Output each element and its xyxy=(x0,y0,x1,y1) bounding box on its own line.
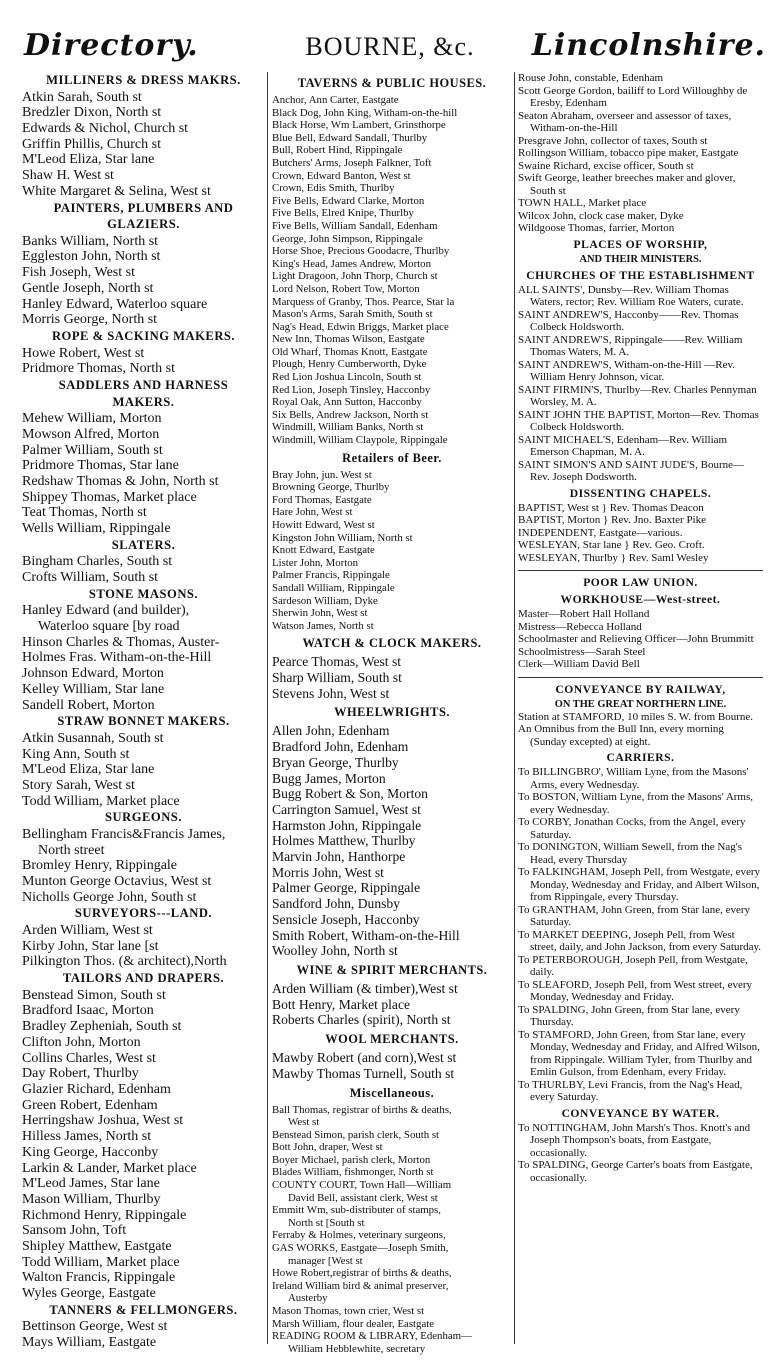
directory-entry: To NOTTINGHAM, John Marsh's Thos. Knott's and Joseph Thompson's boats, from Eastgate, occasionally. xyxy=(518,1121,751,1159)
directory-entry: Ford Thomas, Eastgate xyxy=(272,493,372,506)
directory-entry: INDEPENDENT, Eastgate—various. xyxy=(518,526,683,539)
directory-entry: Kingston John William, North st xyxy=(272,531,413,544)
directory-entry: SAINT JOHN THE BAPTIST, Morton—Rev. Thomas Colbeck Holdsworth. xyxy=(518,408,759,433)
directory-entry: Light Dragoon, John Thorp, Church st xyxy=(272,270,438,283)
section-rule xyxy=(518,570,763,571)
directory-entry: Todd William, Market place xyxy=(22,1254,180,1270)
section-heading: SURVEYORS---LAND. xyxy=(74,906,213,921)
directory-entry: Five Bells, Edward Clarke, Morton xyxy=(272,194,425,207)
directory-entry: Mason Thomas, town crier, West st xyxy=(272,1305,425,1318)
directory-entry: Edwards & Nichol, Church st xyxy=(22,121,189,136)
directory-entry: Sandford John, Dunsby xyxy=(272,896,401,912)
section-heading: Retailers of Beer. xyxy=(342,450,442,465)
directory-entry: To PETERBOROUGH, Joseph Pell, from Westgate, daily. xyxy=(518,953,748,978)
section-heading: CARRIERS. xyxy=(606,751,675,764)
directory-entry: To BOSTON, William Lyne, from the Masons' Arms, every Wednesday. xyxy=(518,791,754,816)
directory-entry: Marsh William, flour dealer, Eastgate xyxy=(272,1317,435,1330)
directory-entry: Browning George, Thurlby xyxy=(272,481,390,494)
directory-entry: To FALKINGHAM, Joseph Pell, from Westgate, every Monday, Wednesday and Friday, and Albert Wilson, from Rippingale, every Thursday. xyxy=(518,866,761,903)
header-center: BOURNE, &c. xyxy=(305,32,475,61)
directory-entry: Rollingson William, tobacco pipe maker, Eastgate xyxy=(518,147,739,159)
directory-entry: Schoolmistress—Sarah Steel xyxy=(518,645,646,658)
section-heading: WATCH & CLOCK MAKERS. xyxy=(302,636,482,651)
directory-entry: WESLEYAN, Star lane } Rev. Geo. Croft. xyxy=(518,539,705,551)
header-right: Lincolnshire. xyxy=(531,28,766,63)
section-heading: DISSENTING CHAPELS. xyxy=(569,486,712,500)
directory-entry: Bredzler Dixon, North st xyxy=(22,105,162,121)
directory-entry: Bott John, draper, West st xyxy=(272,1141,383,1154)
directory-entry: Nicholls George John, South st xyxy=(22,889,197,905)
directory-entry: To GRANTHAM, John Green, from Star lane, every Saturday. xyxy=(518,903,751,928)
directory-entry: Sherwin John, West st xyxy=(272,607,368,620)
directory-entry: READING ROOM & LIBRARY, Edenham— xyxy=(272,1330,472,1343)
section-heading: POOR LAW UNION. xyxy=(583,576,698,589)
directory-entry: Herringshaw Joshua, West st xyxy=(22,1113,184,1129)
directory-entry: Howe Robert,registrar of births & deaths, xyxy=(272,1267,452,1280)
directory-entry: To THURLBY, Levi Francis, from the Nag's Head, every Saturday. xyxy=(518,1078,743,1103)
directory-entry: Holmes Fras. Witham-on-the-Hill xyxy=(22,650,212,666)
directory-entry: William Hebblewhite, secretary xyxy=(288,1342,426,1355)
directory-entry: Seaton Abraham, overseer and assessor of taxes, Witham-on-the-Hill xyxy=(518,109,732,134)
directory-entry: Munton George Octavius, West st xyxy=(22,874,212,890)
directory-entry: An Omnibus from the Bull Inn, every morning (Sunday excepted) at eight. xyxy=(518,723,724,748)
directory-entry: To SPALDING, George Carter's boats from Eastgate, occasionally. xyxy=(518,1159,753,1184)
section-heading: GLAZIERS. xyxy=(107,217,180,232)
directory-entry: Lord Nelson, Robert Tow, Morton xyxy=(272,282,420,295)
directory-entry: M'Leod Eliza, Star lane xyxy=(22,152,155,168)
directory-entry: Story Sarah, West st xyxy=(22,777,135,793)
section-heading: TAILORS AND DRAPERS. xyxy=(62,971,225,986)
directory-entry: To CORBY, Jonathan Cocks, from the Angel, every Saturday. xyxy=(518,816,746,841)
directory-entry: Hinson Charles & Thomas, Auster- xyxy=(22,634,220,650)
directory-entry: Palmer William, South st xyxy=(22,442,163,458)
directory-entry: Benstead Simon, parish clerk, South st xyxy=(272,1128,440,1141)
directory-entry: Master—Robert Hall Holland xyxy=(518,608,650,620)
directory-entry: Arden William (& timber),West st xyxy=(272,981,458,996)
directory-entry: Anchor, Ann Carter, Eastgate xyxy=(272,94,399,106)
directory-entry: Green Robert, Edenham xyxy=(22,1097,158,1113)
directory-entry: M'Leod Eliza, Star lane xyxy=(22,762,155,778)
directory-entry: BAPTIST, West st } Rev. Thomas Deacon xyxy=(518,501,704,514)
directory-entry: Walton Francis, Rippingale xyxy=(22,1270,176,1286)
directory-entry: SAINT ANDREW'S, Hacconby——Rev. Thomas Colbeck Holdsworth. xyxy=(518,308,739,333)
directory-entry: Watson James, North st xyxy=(272,619,374,632)
directory-entry: Crofts William, South st xyxy=(22,570,159,586)
directory-entry: Lister John, Morton xyxy=(272,556,359,569)
directory-entry: Knott Edward, Eastgate xyxy=(272,544,375,557)
directory-entry: Presgrave John, collector of taxes, South st xyxy=(518,134,708,147)
directory-entry: Wilcox John, clock case maker, Dyke xyxy=(518,209,684,222)
page-header xyxy=(0,0,780,72)
section-heading: SLATERS. xyxy=(111,537,176,552)
directory-entry: Roberts Charles (spirit), North st xyxy=(272,1012,451,1028)
directory-entry: Morris George, North st xyxy=(22,312,158,328)
directory-entry: Gentle Joseph, North st xyxy=(22,280,154,296)
section-heading: CONVEYANCE BY RAILWAY, xyxy=(555,682,726,696)
directory-entry: Swift George, leather breeches maker and glover, South st xyxy=(518,172,736,197)
directory-entry: GAS WORKS, Eastgate—Joseph Smith, xyxy=(272,1242,449,1255)
directory-entry: Mays William, Eastgate xyxy=(22,1335,157,1351)
directory-entry: White Margaret & Selina, West st xyxy=(22,183,211,199)
directory-entry: Six Bells, Andrew Jackson, North st xyxy=(272,408,429,421)
section-heading: STRAW BONNET MAKERS. xyxy=(57,714,230,729)
section-heading: MILLINERS & DRESS MAKRS. xyxy=(46,73,241,87)
directory-entry: Windmill, William Claypole, Rippingale xyxy=(272,434,448,447)
section-subheading: AND THEIR MINISTERS. xyxy=(579,253,702,265)
directory-entry: Mehew William, Morton xyxy=(22,411,162,427)
directory-entry: Bradley Zepheniah, South st xyxy=(22,1019,182,1035)
directory-entry: To SPALDING, John Green, from Star lane, every Thursday. xyxy=(518,1003,740,1028)
directory-entry: Hanley Edward (and builder), xyxy=(22,603,190,619)
directory-entry: Palmer George, Rippingale xyxy=(272,880,421,896)
directory-entry: Morris John, West st xyxy=(272,864,384,880)
directory-entry: Ferraby & Holmes, veterinary surgeons, xyxy=(272,1229,446,1242)
section-heading: TAVERNS & PUBLIC HOUSES. xyxy=(297,76,487,90)
directory-entry: Bromley Henry, Rippingale xyxy=(22,858,178,874)
directory-entry: Redshaw Thomas & John, North st xyxy=(22,473,219,489)
directory-entry: Howitt Edward, West st xyxy=(272,519,375,531)
directory-entry: SAINT ANDREW'S, Rippingale——Rev. William Thomas Waters, M. A. xyxy=(518,333,743,358)
section-heading: CONVEYANCE BY WATER. xyxy=(561,1106,720,1120)
directory-entry: Smith Robert, Witham-on-the-Hill xyxy=(272,927,460,943)
directory-entry: Wildgoose Thomas, farrier, Morton xyxy=(518,222,675,234)
directory-entry: Boyer Michael, parish clerk, Morton xyxy=(272,1153,431,1166)
directory-entry: Pridmore Thomas, Star lane xyxy=(22,458,179,474)
directory-entry: COUNTY COURT, Town Hall—William xyxy=(272,1179,452,1192)
directory-entry: Pilkington Thos. (& architect),North xyxy=(22,954,227,970)
directory-entry: Mistress—Rebecca Holland xyxy=(518,620,642,633)
directory-entry: Bradford John, Edenham xyxy=(272,739,409,755)
directory-entry: Emmitt Wm, sub-distributer of stamps, xyxy=(272,1204,441,1217)
directory-entry: David Bell, assistant clerk, West st xyxy=(288,1191,438,1204)
directory-entry: Harmston John, Rippingale xyxy=(272,817,422,833)
directory-entry: Schoolmaster and Relieving Officer—John Brummitt xyxy=(518,633,754,645)
directory-entry: Sharp William, South st xyxy=(272,670,402,686)
directory-entry: Sardeson William, Dyke xyxy=(272,594,378,607)
directory-entry: Bull, Robert Hind, Rippingale xyxy=(272,144,403,157)
directory-entry: George, John Simpson, Rippingale xyxy=(272,232,423,245)
directory-entry: Shippey Thomas, Market place xyxy=(22,489,197,505)
directory-entry: Kirby John, Star lane [st xyxy=(22,938,159,954)
directory-entry: WESLEYAN, Thurlby } Rev. Saml Wesley xyxy=(518,551,709,564)
section-heading: PAINTERS, PLUMBERS AND xyxy=(53,200,234,215)
directory-entry: Hanley Edward, Waterloo square xyxy=(22,296,208,312)
directory-entry: Red Lion, Joseph Tinsley, Hacconby xyxy=(272,383,431,396)
directory-entry: Atkin Sarah, South st xyxy=(22,89,142,105)
directory-entry: King's Head, James Andrew, Morton xyxy=(272,257,431,270)
directory-entry: Howe Robert, West st xyxy=(22,345,145,361)
column-divider xyxy=(267,72,268,1344)
section-heading: TANNERS & FELLMONGERS. xyxy=(49,1302,238,1317)
directory-entry: Blades William, fishmonger, North st xyxy=(272,1166,434,1179)
directory-entry: Swaine Richard, excise officer, South st xyxy=(518,159,694,172)
directory-entry: To DONINGTON, William Sewell, from the Nag's Head, every Thursday xyxy=(518,841,742,866)
directory-entry: Five Bells, William Sandall, Edenham xyxy=(272,219,438,232)
directory-entry: Teat Thomas, North st xyxy=(22,505,147,521)
directory-entry: Crown, Edis Smith, Thurlby xyxy=(272,182,395,195)
directory-entry: Sandall William, Rippingale xyxy=(272,581,395,594)
directory-entry: Atkin Susannah, South st xyxy=(22,730,164,746)
directory-entry: Five Bells, Elred Knipe, Thurlby xyxy=(272,207,414,220)
directory-entry: Bott Henry, Market place xyxy=(272,996,411,1012)
section-heading: WOOL MERCHANTS. xyxy=(325,1032,459,1047)
directory-entry: Black Dog, John King, Witham-on-the-hill xyxy=(272,106,458,119)
directory-entry: SAINT ANDREW'S, Witham-on-the-Hill —Rev. William Henry Johnson, vicar. xyxy=(518,358,736,383)
directory-entry: To BILLINGBRO', William Lyne, from the Masons' Arms, every Wednesday. xyxy=(518,766,749,791)
directory-entry: Nag's Head, Edwin Briggs, Market place xyxy=(272,320,449,333)
directory-entry: Ireland William bird & animal preserver, xyxy=(272,1279,449,1292)
column-3 xyxy=(518,72,763,1184)
section-heading: SURGEONS. xyxy=(105,810,182,825)
directory-entry: Bettinson George, West st xyxy=(22,1319,168,1335)
directory-entry: Griffin Phillis, Church st xyxy=(22,136,161,152)
directory-entry: Scott George Gordon, bailiff to Lord Willoughby de Eresby, Edenham xyxy=(518,84,748,109)
directory-entry: Plough, Henry Cumberworth, Dyke xyxy=(272,358,427,371)
directory-entry: Richmond Henry, Rippingale xyxy=(22,1207,187,1223)
section-rule xyxy=(518,677,763,678)
directory-entry: West st xyxy=(288,1116,320,1129)
directory-entry: Clerk—William David Bell xyxy=(518,658,640,670)
directory-entry: Black Horse, Wm Lambert, Grinsthorpe xyxy=(272,119,446,132)
section-heading: Miscellaneous. xyxy=(349,1085,435,1100)
directory-entry: Wyles George, Eastgate xyxy=(22,1286,156,1302)
directory-entry: Eggleston John, North st xyxy=(22,249,161,265)
column-2 xyxy=(272,72,512,1355)
directory-entry: North st [South st xyxy=(288,1216,365,1229)
directory-entry: Bryan George, Thurlby xyxy=(272,754,399,770)
directory-entry: To SLEAFORD, Joseph Pell, from West street, every Monday, Wednesday and Friday. xyxy=(518,978,753,1003)
directory-entry: Sandell Robert, Morton xyxy=(22,697,155,713)
directory-entry: Horse Shoe, Precious Goodacre, Thurlby xyxy=(272,245,450,258)
directory-entry: Ball Thomas, registrar of births & deaths, xyxy=(272,1103,452,1116)
directory-entry: Mason William, Thurlby xyxy=(22,1191,161,1207)
directory-entry: Sensicle Joseph, Hacconby xyxy=(272,911,420,927)
directory-entry: BAPTIST, Morton } Rev. Jno. Baxter Pike xyxy=(518,514,706,526)
section-heading: WINE & SPIRIT MERCHANTS. xyxy=(296,963,488,977)
section-heading: STONE MASONS. xyxy=(88,586,199,601)
directory-entry: To STAMFORD, John Green, from Star lane, every Monday, Wednesday and Friday, and Alfred Wilson, from Rippingale. William Tyler, from Thurlby and Emlin Gulson, from Edenham, every Friday. xyxy=(518,1028,760,1078)
directory-entry: Larkin & Lander, Market place xyxy=(22,1160,197,1176)
directory-entry: Bray John, jun. West st xyxy=(272,468,372,481)
directory-entry: Bingham Charles, South st xyxy=(22,554,173,570)
directory-entry: To MARKET DEEPING, Joseph Pell, from West street, daily, and John Jackson, from every Saturday. xyxy=(518,928,762,953)
directory-entry: SAINT SIMON'S AND SAINT JUDE'S, Bourne—Rev. Joseph Dodsworth. xyxy=(518,458,745,483)
directory-entry: Old Wharf, Thomas Knott, Eastgate xyxy=(272,345,428,358)
directory-entry: manager [West st xyxy=(288,1254,363,1267)
directory-entry: Kelley William, Star lane xyxy=(22,681,165,697)
directory-entry: Hilless James, North st xyxy=(22,1129,152,1145)
directory-entry: Allen John, Edenham xyxy=(272,723,390,739)
directory-entry: TOWN HALL, Market place xyxy=(518,197,647,209)
directory-entry: Bellingham Francis&Francis James, xyxy=(22,826,226,842)
directory-entry: Bugg Robert & Son, Morton xyxy=(272,786,428,802)
directory-entry: Holmes Matthew, Thurlby xyxy=(272,833,416,849)
section-heading: MAKERS. xyxy=(112,394,175,409)
directory-entry: Mason's Arms, Sarah Smith, South st xyxy=(272,308,433,321)
directory-entry: SAINT FIRMIN'S, Thurlby—Rev. Charles Pennyman Worsley, M. A. xyxy=(518,383,757,408)
directory-entry: Palmer Francis, Rippingale xyxy=(272,569,390,582)
directory-entry: Benstead Simon, South st xyxy=(22,987,166,1003)
directory-entry: Todd William, Market place xyxy=(22,793,180,809)
directory-entry: ALL SAINTS', Dunsby—Rev. William Thomas Waters, rector; Rev. William Roe Waters, curate. xyxy=(518,283,744,308)
directory-entry: Pearce Thomas, West st xyxy=(272,654,402,670)
directory-entry: Crown, Edward Banton, West st xyxy=(272,169,411,182)
directory-entry: Shipley Matthew, Eastgate xyxy=(22,1239,172,1255)
directory-entry: Pridmore Thomas, North st xyxy=(22,361,175,377)
directory-entry: Collins Charles, West st xyxy=(22,1050,156,1066)
section-heading: WHEELWRIGHTS. xyxy=(334,705,450,720)
directory-entry: North street xyxy=(38,842,105,858)
directory-entry: Bradford Isaac, Morton xyxy=(22,1003,154,1019)
directory-entry: Butchers' Arms, Joseph Falkner, Toft xyxy=(272,156,432,169)
directory-entry: Mowson Alfred, Morton xyxy=(22,426,160,442)
directory-entry: Station at STAMFORD, 10 miles S. W. from Bourne. xyxy=(518,710,754,723)
directory-entry: Red Lion Joshua Lincoln, South st xyxy=(272,371,422,384)
section-subheading: ON THE GREAT NORTHERN LINE. xyxy=(554,698,727,710)
directory-entry: Royal Oak, Ann Sutton, Hacconby xyxy=(272,396,422,409)
directory-entry: Banks William, North st xyxy=(22,233,159,249)
directory-entry: Bugg James, Morton xyxy=(272,770,386,786)
directory-entry: SAINT MICHAEL'S, Edenham—Rev. William Emerson Chapman, M. A. xyxy=(518,433,728,458)
directory-entry: Mawby Thomas Turnell, South st xyxy=(272,1065,455,1081)
section-heading: ROPE & SACKING MAKERS. xyxy=(51,328,236,343)
section-heading: WORKHOUSE—West-street. xyxy=(560,593,721,606)
directory-entry: Clifton John, Morton xyxy=(22,1034,141,1050)
directory-entry: Shaw H. West st xyxy=(22,168,114,184)
directory-entry: Waterloo square [by road xyxy=(38,619,180,635)
section-heading: SADDLERS AND HARNESS xyxy=(58,377,229,392)
column-divider xyxy=(514,72,515,1344)
directory-entry: King George, Hacconby xyxy=(22,1144,159,1160)
directory-entry: New Inn, Thomas Wilson, Eastgate xyxy=(272,333,425,346)
directory-entry: Marquess of Granby, Thos. Pearce, Star la xyxy=(272,295,455,308)
directory-entry: Stevens John, West st xyxy=(272,685,390,701)
directory-entry: Fish Joseph, West st xyxy=(22,265,135,281)
directory-entry: Rouse John, constable, Edenham xyxy=(518,72,664,84)
directory-entry: Sansom John, Toft xyxy=(22,1223,127,1239)
directory-entry: Day Robert, Thurlby xyxy=(22,1066,139,1082)
header-left: Directory. xyxy=(24,28,199,63)
directory-entry: Glazier Richard, Edenham xyxy=(22,1081,171,1097)
directory-entry: King Ann, South st xyxy=(22,746,130,762)
directory-entry: Johnson Edward, Morton xyxy=(22,666,164,682)
directory-entry: M'Leod James, Star lane xyxy=(22,1176,160,1192)
directory-entry: Hare John, West st xyxy=(272,506,353,519)
directory-entry: Windmill, William Banks, North st xyxy=(272,421,424,434)
section-heading: CHURCHES OF THE ESTABLISHMENT xyxy=(526,268,755,282)
directory-entry: Carrington Samuel, West st xyxy=(272,801,421,817)
directory-entry: Wells William, Rippingale xyxy=(22,521,171,537)
section-heading: PLACES OF WORSHIP, xyxy=(573,237,708,251)
directory-entry: Woolley John, North st xyxy=(272,943,398,959)
directory-entry: Austerby xyxy=(288,1292,328,1305)
column-1 xyxy=(22,72,265,1351)
directory-entry: Blue Bell, Edward Sandall, Thurlby xyxy=(272,131,428,144)
directory-entry: Arden William, West st xyxy=(22,923,153,939)
directory-entry: Mawby Robert (and corn),West st xyxy=(272,1050,457,1066)
directory-entry: Marvin John, Hanthorpe xyxy=(272,849,406,865)
